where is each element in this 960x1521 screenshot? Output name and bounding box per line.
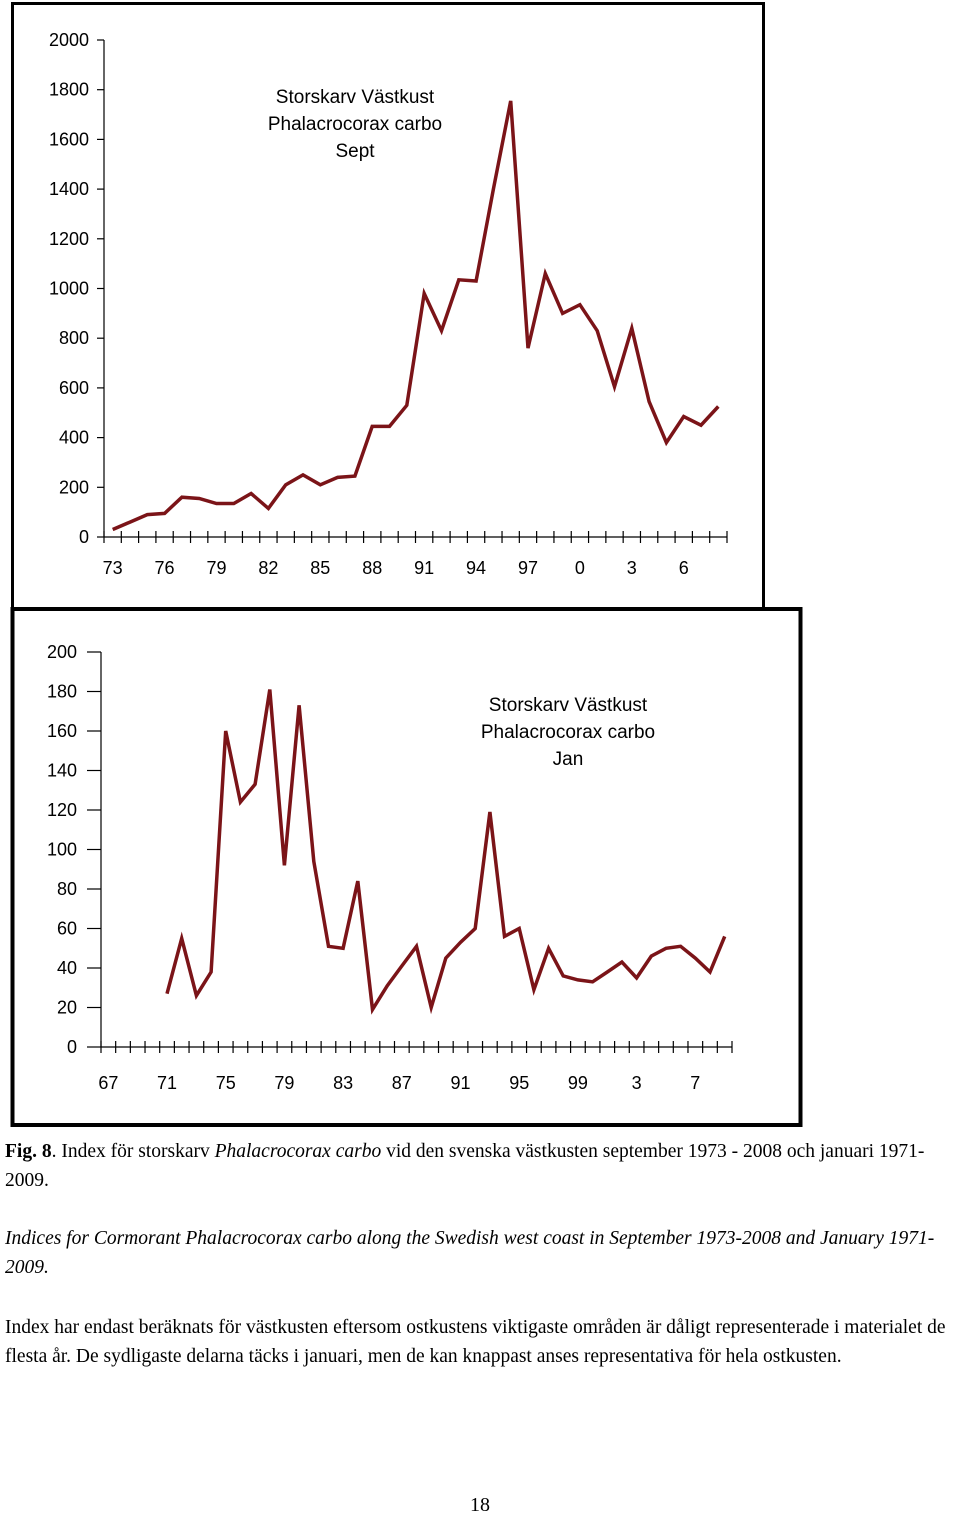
sept-x-tick-label: 79: [206, 558, 227, 578]
sept-title-line-2: Phalacrocorax carbo: [267, 114, 443, 135]
jan-y-tick-label: 200: [46, 642, 77, 662]
jan-title-line-2: Phalacrocorax carbo: [480, 722, 656, 743]
jan-x-tick-label: 87: [391, 1073, 412, 1093]
sept-y-tick-label: 1600: [48, 129, 89, 150]
jan-x-tick-label: 71: [157, 1073, 178, 1093]
sept-y-tick-label: 1800: [48, 79, 89, 100]
sept-x-tick-label: 91: [414, 558, 435, 578]
jan-title-line-3: Jan: [552, 749, 584, 770]
jan-x-tick-label: 75: [215, 1073, 236, 1093]
sept-x-tick-label: 3: [626, 558, 637, 578]
sept-y-tick-label: 1400: [48, 179, 89, 200]
jan-x-tick-label: 83: [333, 1073, 354, 1093]
sept-x-tick-label: 82: [258, 558, 279, 578]
sept-y-tick-label: 800: [58, 328, 89, 349]
sept-x-tick-label: 97: [517, 558, 539, 578]
sept-x-tick-label: 94: [466, 558, 487, 578]
jan-y-tick-label: 0: [66, 1037, 77, 1057]
body-paragraph: Index har endast beräknats för västkusten eftersom ostkustens viktigaste områden är dåligt representerade i materialet de flesta år. De sydligaste delarna täcks i januari, men de kan knappast anses representativa för hela ostkusten.: [5, 1317, 946, 1367]
jan-chart: [47, 642, 732, 1093]
sept-x-tick-label: 85: [310, 558, 331, 578]
sept-title-line-3: Sept: [335, 141, 375, 162]
caption-sv-part-1: . Index för storskarv: [51, 1141, 215, 1162]
jan-y-tick-label: 20: [56, 997, 77, 1018]
caption-sv-part-2: vid den svenska västkusten september 1973 - 2008 och januari 1971-2009.: [5, 1141, 925, 1191]
sept-y-tick-label: 600: [58, 377, 89, 398]
jan-x-tick-label: 67: [98, 1073, 119, 1093]
sept-x-tick-label: 0: [574, 558, 585, 578]
sept-axes: [49, 30, 727, 578]
jan-title-line-1: Storskarv Västkust: [488, 695, 648, 716]
jan-y-tick-label: 80: [56, 879, 77, 899]
page-number: 18: [470, 1494, 490, 1516]
sept-y-tick-label: 0: [78, 527, 89, 547]
sept-title-line-1: Storskarv Västkust: [275, 87, 435, 108]
sept-chart: [49, 30, 727, 578]
sept-y-tick-label: 2000: [48, 30, 89, 50]
figure-label: Fig. 8: [5, 1141, 52, 1162]
sept-y-tick-label: 1000: [48, 278, 89, 299]
jan-y-tick-label: 160: [46, 721, 77, 741]
figure-caption-english: Indices for Cormorant Phalacrocorax carbo along the Swedish west coast in September 1973-2008 and January 1971-2009.: [5, 1228, 935, 1278]
jan-y-tick-label: 60: [56, 918, 77, 939]
jan-y-tick-label: 140: [46, 760, 77, 781]
jan-y-tick-label: 100: [46, 839, 77, 860]
sept-y-tick-label: 200: [58, 477, 89, 498]
sept-series-line: [113, 101, 719, 530]
figure-caption-swedish: [5, 1137, 955, 1195]
jan-x-tick-label: 95: [509, 1073, 530, 1093]
sept-x-tick-label: 6: [678, 558, 689, 578]
jan-x-tick-label: 7: [690, 1073, 701, 1093]
jan-x-tick-label: 99: [567, 1073, 588, 1093]
sept-x-tick-label: 76: [154, 558, 175, 578]
sept-x-tick-label: 73: [102, 558, 123, 578]
sept-x-tick-label: 88: [362, 558, 383, 578]
sept-y-tick-label: 400: [58, 427, 89, 448]
jan-x-tick-label: 79: [274, 1073, 295, 1093]
jan-x-tick-label: 3: [631, 1073, 642, 1093]
jan-x-tick-label: 91: [450, 1073, 471, 1093]
jan-y-tick-label: 40: [56, 958, 77, 978]
jan-y-tick-label: 180: [46, 681, 77, 702]
jan-y-tick-label: 120: [46, 800, 77, 820]
sept-y-tick-label: 1200: [48, 228, 89, 249]
caption-sv-species: Phalacrocorax carbo: [214, 1141, 382, 1162]
